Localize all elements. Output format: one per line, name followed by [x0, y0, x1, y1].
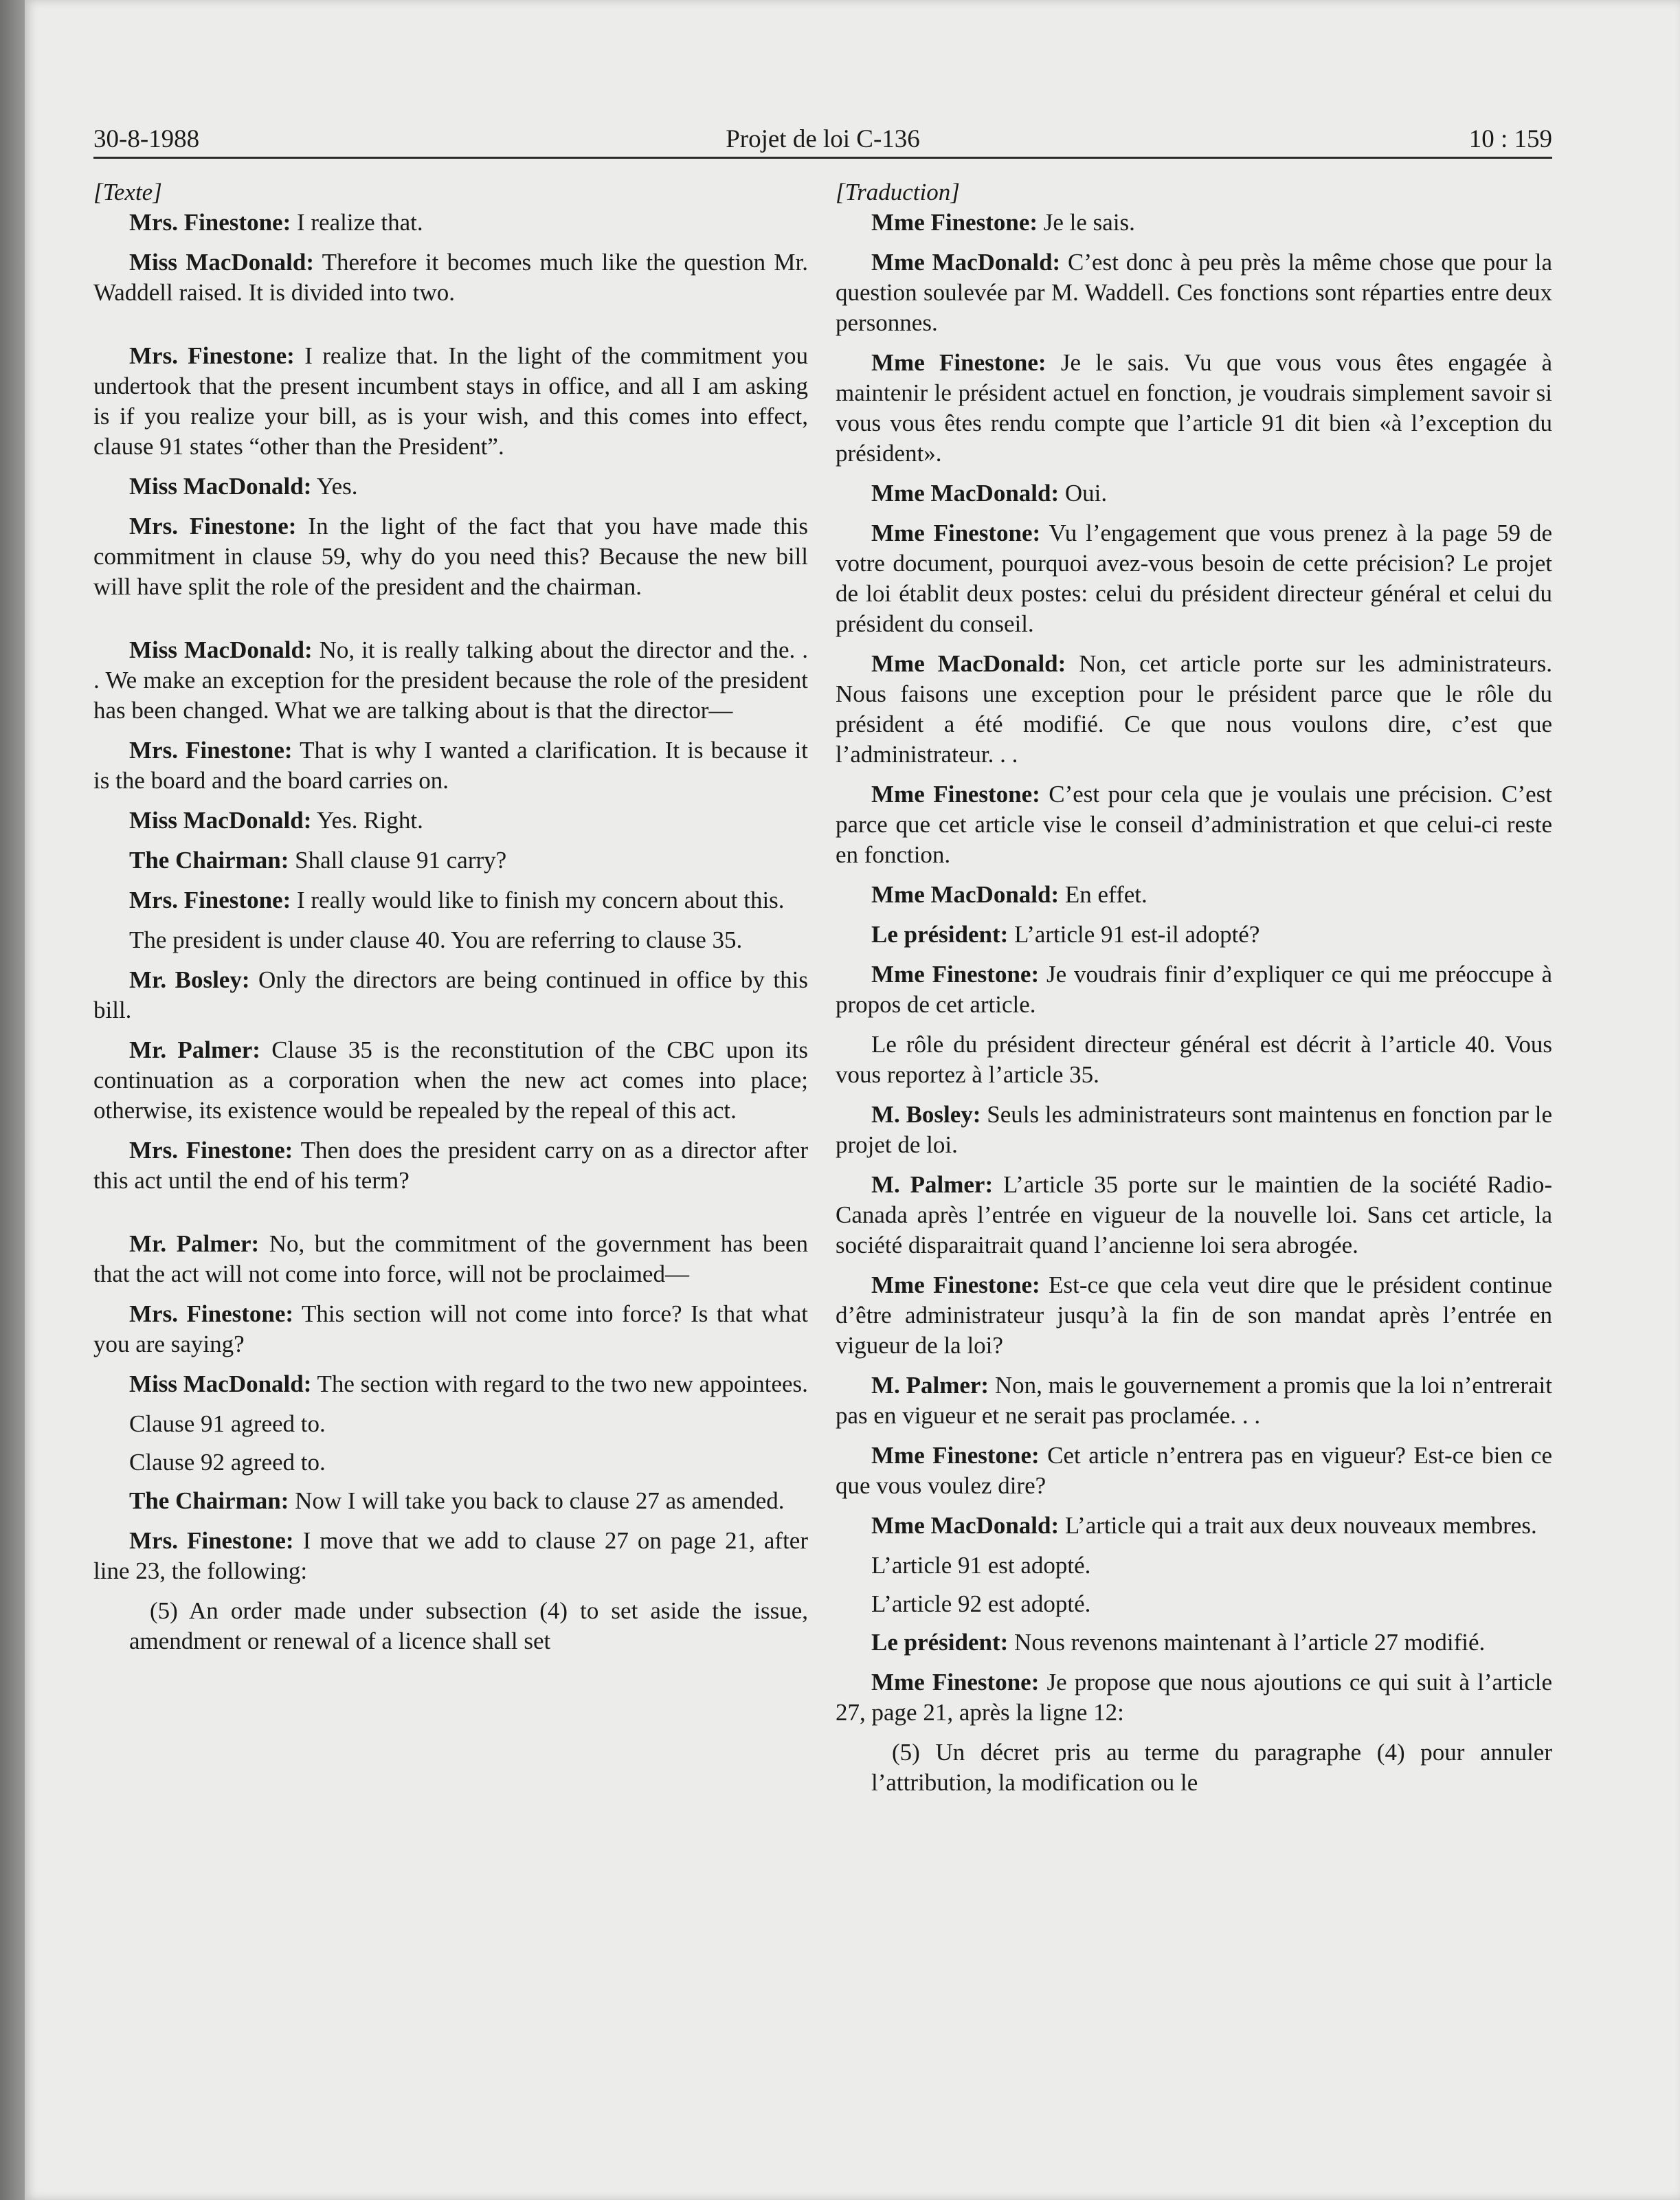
speaker-name: M. Bosley:: [871, 1101, 981, 1128]
speech-text: Yes.: [311, 473, 358, 500]
speech-text: That is why I wanted a clarification. It is because it is the board and the board carries on.: [93, 737, 808, 794]
speech-text: C’est pour cela que je voulais une précision. C’est parce que cet article vise le conseil d’administration et que celui-ci reste en fonction.: [836, 781, 1552, 868]
speaker-name: Mrs. Finestone:: [129, 209, 291, 236]
transcript-paragraph: [836, 920, 1552, 950]
transcript-paragraph: [93, 965, 808, 1025]
speaker-name: Miss MacDonald:: [129, 473, 312, 500]
speaker-name: Miss MacDonald:: [129, 636, 313, 663]
speaker-name: Mrs. Finestone:: [129, 737, 293, 764]
speech-text: L’article 35 porte sur le maintien de la société Radio-Canada après l’entrée en vigueur de la nouvelle loi. Sans cet article, la société disparaitrait quand l’ancienne loi sera abrogée.: [836, 1171, 1552, 1258]
transcript-paragraph: [836, 1170, 1552, 1260]
speaker-name: Mr. Palmer:: [129, 1230, 260, 1257]
speaker-name: Mrs. Finestone:: [129, 1300, 294, 1327]
page-header: [93, 117, 1552, 159]
speaker-name: Mme MacDonald:: [871, 881, 1060, 908]
speech-text: The section with regard to the two new appointees.: [311, 1370, 808, 1397]
speech-text: Je le sais. Vu que vous vous êtes engagée à maintenir le président actuel en fonction, je voudrais simplement savoir si vous vous êtes rendu compte que l’article 91 dit bien «à l’exception du président».: [836, 349, 1552, 467]
speech-text: The president is under clause 40. You are referring to clause 35.: [129, 926, 743, 953]
transcript-paragraph: [836, 959, 1552, 1020]
speaker-name: Mme Finestone:: [871, 209, 1038, 236]
transcript-paragraph: [836, 1030, 1552, 1090]
speech-text: Seuls les administrateurs sont maintenus en fonction par le projet de loi.: [836, 1101, 1552, 1158]
speaker-name: The Chairman:: [129, 1487, 289, 1514]
agreed-line: Clause 92 agreed to.: [129, 1449, 326, 1476]
speech-text: C’est donc à peu près la même chose que pour la question soulevée par M. Waddell. Ces fonctions sont réparties entre deux personnes.: [836, 249, 1552, 336]
speech-text: I realize that. In the light of the commitment you undertook that the present incumbent stays in office, and all I am asking is if you realize your bill, as is your wish, and this comes into effect, clause 91 states “other than the President”.: [93, 342, 808, 460]
speech-text: Shall clause 91 carry?: [289, 847, 507, 874]
transcript-paragraph: [836, 649, 1552, 770]
speaker-name: Le président:: [871, 1629, 1009, 1656]
transcript-paragraph: [93, 635, 808, 726]
transcript-paragraph: [836, 1100, 1552, 1160]
speech-text: I realize that.: [291, 209, 423, 236]
amendment-quote: (5) Un décret pris au terme du paragraphe (4) pour annuler l’attribution, la modification ou le: [871, 1739, 1552, 1796]
translation-marker: [Traduction]: [836, 179, 960, 205]
transcript-paragraph: [93, 511, 808, 602]
transcript-paragraph: [836, 1370, 1552, 1431]
speaker-name: Mrs. Finestone:: [129, 1137, 293, 1164]
speech-text: En effet.: [1059, 881, 1147, 908]
text-marker: [Texte]: [93, 179, 162, 205]
transcript-paragraph: [836, 247, 1552, 338]
header-title: Projet de loi C-136: [726, 125, 920, 153]
transcript-paragraph: [93, 208, 808, 238]
adopted-line: L’article 91 est adopté.: [871, 1552, 1091, 1579]
header-page-number: 10 : 159: [1468, 125, 1552, 153]
agreed-line: Clause 91 agreed to.: [129, 1410, 326, 1437]
speaker-name: Mrs. Finestone:: [129, 513, 297, 540]
speech-text: Only the directors are being continued in office by this bill.: [93, 966, 808, 1023]
speaker-name: Mme Finestone:: [871, 1442, 1040, 1469]
speech-text: Oui.: [1059, 480, 1108, 507]
speech-text: Est-ce que cela veut dire que le président continue d’être administrateur jusqu’à la fin de son mandat après l’entrée en vigueur de la loi?: [836, 1271, 1553, 1359]
speaker-name: Mme MacDonald:: [871, 650, 1066, 677]
transcript-paragraph: [836, 518, 1552, 639]
speech-text: I really would like to finish my concern about this.: [291, 887, 785, 913]
speaker-name: Mr. Bosley:: [129, 966, 250, 993]
transcript-paragraph: [93, 1369, 808, 1399]
speaker-name: Miss MacDonald:: [129, 1370, 312, 1397]
speech-text: Cet article n’entrera pas en vigueur? Est-ce bien ce que vous voulez dire?: [836, 1442, 1552, 1499]
speech-text: L’article qui a trait aux deux nouveaux membres.: [1059, 1512, 1537, 1539]
speaker-name: Mme Finestone:: [871, 520, 1041, 546]
speaker-name: Mme MacDonald:: [871, 1512, 1060, 1539]
speech-text: Now I will take you back to clause 27 as amended.: [289, 1487, 785, 1514]
speech-text: Le rôle du président directeur général est décrit à l’article 40. Vous vous reportez à l’article 35.: [836, 1031, 1552, 1088]
speaker-name: Mrs. Finestone:: [129, 342, 295, 369]
speech-text: No, it is really talking about the director and the. . . We make an exception for the president because the role of the president has been changed. What we are talking about is that the director—: [93, 636, 808, 724]
speaker-name: Mme Finestone:: [871, 961, 1040, 988]
speech-text: Je le sais.: [1038, 209, 1135, 236]
transcript-paragraph: [93, 1486, 808, 1516]
speaker-name: Miss MacDonald:: [129, 807, 312, 834]
transcript-paragraph: [93, 341, 808, 462]
transcript-paragraph: [93, 1229, 808, 1289]
speech-text: Vu l’engagement que vous prenez à la page 59 de votre document, pourquoi avez-vous besoin de cette précision? Le projet de loi établit deux postes: celui du président directeur général et celui du président du conseil.: [836, 520, 1552, 637]
speech-text: Clause 35 is the reconstitution of the CBC upon its continuation as a corporation when the new act comes into place; otherwise, its existence would be repealed by the repeal of this act.: [93, 1036, 808, 1124]
transcript-paragraph: [93, 735, 808, 796]
speech-text: This section will not come into force? Is that what you are saying?: [93, 1300, 808, 1357]
transcript-paragraph: [836, 208, 1552, 238]
speech-text: Yes. Right.: [311, 807, 423, 834]
transcript-paragraph: [836, 1270, 1552, 1361]
transcript-paragraph: [836, 1627, 1552, 1658]
transcript-paragraph: [836, 880, 1552, 910]
speaker-name: Mrs. Finestone:: [129, 887, 291, 913]
speaker-name: The Chairman:: [129, 847, 289, 874]
speech-text: L’article 91 est-il adopté?: [1008, 921, 1260, 948]
speaker-name: M. Palmer:: [871, 1171, 994, 1198]
transcript-paragraph: [93, 805, 808, 836]
english-column: [93, 177, 808, 1656]
speech-text: In the light of the fact that you have made this commitment in clause 59, why do you need this? Because the new bill will have split the role of the president and the chairman.: [93, 513, 808, 600]
speaker-name: Mr. Palmer:: [129, 1036, 260, 1063]
header-date: 30-8-1988: [93, 125, 200, 153]
speech-text: No, but the commitment of the government has been that the act will not come into force, will not be proclaimed—: [93, 1230, 809, 1287]
transcript-paragraph: [93, 1035, 808, 1126]
speaker-name: Miss MacDonald:: [129, 249, 314, 276]
french-column: [836, 177, 1552, 1798]
transcript-paragraph: [93, 925, 808, 955]
speech-text: Je voudrais finir d’expliquer ce qui me préoccupe à propos de cet article.: [836, 961, 1552, 1018]
speaker-name: Le président:: [871, 921, 1009, 948]
speaker-name: Mme Finestone:: [871, 349, 1046, 376]
speaker-name: Mme Finestone:: [871, 1271, 1040, 1298]
speech-text: Therefore it becomes much like the question Mr. Waddell raised. It is divided into two.: [93, 249, 808, 306]
transcript-paragraph: [93, 1299, 808, 1359]
transcript-paragraph: [93, 471, 808, 502]
speaker-name: Mme Finestone:: [871, 1669, 1040, 1696]
transcript-paragraph: [93, 845, 808, 876]
transcript-paragraph: [836, 478, 1552, 509]
speaker-name: M. Palmer:: [871, 1372, 989, 1399]
speaker-name: Mme MacDonald:: [871, 480, 1060, 507]
speaker-name: Mrs. Finestone:: [129, 1527, 294, 1554]
transcript-paragraph: [836, 1667, 1552, 1728]
speech-text: Non, mais le gouvernement a promis que la loi n’entrerait pas en vigueur et ne serait pas proclamée. . .: [836, 1372, 1552, 1429]
speaker-name: Mme MacDonald:: [871, 249, 1061, 276]
transcript-paragraph: [836, 348, 1552, 469]
transcript-paragraph: [836, 1441, 1552, 1501]
amendment-quote: (5) An order made under subsection (4) to set aside the issue, amendment or renewal of a licence shall set: [129, 1597, 808, 1654]
transcript-paragraph: [93, 885, 808, 915]
transcript-paragraph: [836, 779, 1552, 870]
transcript-paragraph: [93, 247, 808, 308]
book-spine-shadow: [0, 0, 25, 2200]
transcript-paragraph: [93, 1135, 808, 1196]
speaker-name: Mme Finestone:: [871, 781, 1040, 808]
transcript-paragraph: [836, 1511, 1552, 1541]
transcript-paragraph: [93, 1526, 808, 1586]
speech-text: Nous revenons maintenant à l’article 27 modifié.: [1008, 1629, 1486, 1656]
speech-text: Then does the president carry on as a director after this act until the end of his term?: [93, 1137, 808, 1194]
speech-text: Je propose que nous ajoutions ce qui suit à l’article 27, page 21, après la ligne 12:: [836, 1669, 1552, 1726]
speech-text: I move that we add to clause 27 on page 21, after line 23, the following:: [93, 1527, 808, 1584]
adopted-line: L’article 92 est adopté.: [871, 1590, 1091, 1617]
speech-text: Non, cet article porte sur les administrateurs. Nous faisons une exception pour le président parce que le rôle du président a été modifié. Ce que nous voulons dire, c’est que l’administrateur. . .: [836, 650, 1552, 768]
